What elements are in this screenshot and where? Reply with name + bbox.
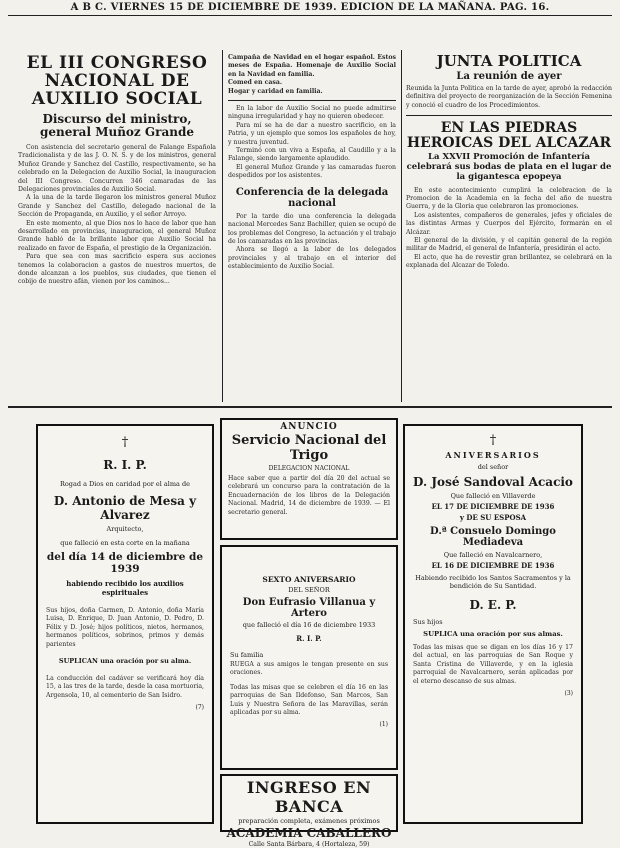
paragraph: Comed en casa.	[228, 79, 283, 87]
paragraph: En este acontecimiento cumplirá la celebracion de la Promocion de la Academia en la fecha del año de nuestra Guerra, y de la Gloria que celebraron las promociones.	[406, 186, 612, 211]
conduccion-text: La conducción del cadáver se verificará hoy día 15, a las tres de la tarde, desde la casa mortuoria, Argensola, 10, al cementerio de San Isidro.	[46, 675, 204, 699]
header-rule	[8, 15, 612, 16]
aniversarios-label: ANIVERSARIOS	[445, 450, 541, 460]
banner-academia	[220, 774, 398, 848]
sacraments-text: habiendo recibido los auxilios espirituales	[66, 579, 184, 597]
paragraph: En este momento, al que Dios nos lo hace de labor que han desarrollado en provincias, inauguracion, el general Muñoz Grande habló de la brillante labor que Auxilio Social ha realizado en favor de España, el prestigio de la Organización.	[18, 219, 216, 252]
divider	[406, 115, 612, 116]
paragraph: Para que sea con mas sacrificio espera sus acciones tenemos la colaboracion a gastos de nuestros muertos, de donde alcanzan a los pueblos, sus ciudades, que tienen el cobijo de nuestro afán, vienen por los caminos...	[18, 253, 216, 286]
misas-text: Todas las misas que se celebren el día 16 en las parroquias de San Ildefonso, San Marcos, San Luis y Nuestra Señora de las Maravillas, serán aplicadas por su alma.	[230, 683, 388, 717]
paragraph: Por la tarde dio una conferencia la delegada nacional Mercedes Sanz Bachiller, quien se ocupó de los problemas del Congreso, la actuación y el trabajo de los camaradas en las provincias.	[228, 212, 396, 245]
headline-junta: JUNTA POLITICA	[436, 52, 582, 70]
anuncio-label: ANUNCIO	[280, 422, 338, 432]
fallecio-text: Que falleció en Villaverde	[450, 492, 536, 500]
paragraph: El general Muñoz Grande y las camaradas fueron despedidos por los asistentes.	[228, 163, 396, 180]
section-rule	[8, 406, 612, 408]
fallecio-text-2: Que falleció en Navalcarnero,	[443, 551, 543, 559]
rip-label: R. I. P.	[296, 634, 322, 643]
subhead-reunion: La reunión de ayer	[456, 70, 562, 82]
article-body	[18, 144, 216, 287]
banner-sub: preparación completa, exámenes próximos	[238, 817, 380, 825]
paragraph: El general de la división, y el capitán general de la región militar de Madrid, el general de Infantería, presidirán el acto.	[406, 237, 612, 253]
paragraph: Ahora se llegó a la labor de los delegados provinciales y al trabajo en el interior del establecimiento de Auxilio Social.	[228, 246, 396, 271]
article-body	[406, 187, 612, 271]
anuncio-subtitle: DELEGACION NACIONAL	[268, 465, 350, 472]
paragraph: Hogar y caridad en familia.	[228, 87, 323, 95]
subhead-discurso: Discurso del ministro, general Muñoz Grande	[39, 111, 195, 139]
family-text: Su familia	[230, 651, 264, 659]
family-text: Sus hijos	[413, 618, 443, 626]
rip-label: R. I. P.	[103, 458, 147, 472]
sacraments-text: Habiendo recibido los Santos Sacramentos y la bendición de Su Santidad.	[415, 574, 571, 590]
fallecio-text: que falleció el día 16 de diciembre 1933	[242, 621, 376, 629]
misas-text: Todas las misas que se digan en los días 16 y 17 del actual, en las parroquias de San Roque y Santa Cristina de Villaverde, y en la iglesia parroquial de Navalcarnero, serán aplicadas por el eterno descanso de sus almas.	[413, 644, 573, 685]
family-text: Sus hijos, doña Carmen, D. Antonio, doña María Luisa, D. Enrique, D. Juan Antonio, D. Pedro, D. Félix y D. José; hijos políticos, nietos, hermanos, hermanos políticos, sobrinos, primos y demás parientes	[46, 607, 204, 648]
aniversario-label: SEXTO ANIVERSARIO	[262, 575, 356, 584]
banner-address: Calle Santa Bárbara, 4 (Hortaleza, 59)	[248, 841, 370, 848]
ruego-text: SUPLICAN una oración por su alma.	[58, 657, 192, 666]
article-auxilio-social	[18, 55, 216, 287]
anuncio-trigo	[220, 418, 398, 540]
paragraph: Campaña de Navidad en el hogar español. Estos meses de España. Homenaje de Auxilio Social en la Navidad en familia.	[228, 54, 396, 78]
top-box-text	[228, 54, 396, 96]
ad-ref: (3)	[564, 690, 573, 698]
ad-ref: (7)	[195, 704, 204, 712]
paragraph: El acto, que ha de revestir gran brillantez, se celebrará en la explanada del Alcazar de Toledo.	[406, 253, 612, 270]
paragraph: Con asistencia del secretario general de Falange Española Tradicionalista y de las J. O. N. S. y de los ministros, general Muñoz Grande y Sanchez del Castillo, respectivamente, se ha celebrado en la Delegacion de Auxilio Social, la inauguracion del III Congreso. Concurren 346 camaradas de las Delegaciones provinciales de Auxilio Social.	[18, 143, 216, 193]
del-senor: del señor	[477, 463, 509, 471]
anuncio-text: Hace saber que a partir del día 20 del actual se celebrará un concurso para la contratación de la Encuadernación de los libros de la Delegación Nacional. Madrid, 14 de diciembre de 1939. — El secretario general.	[228, 475, 390, 516]
banner-title-2: ACADEMIA CABALLERO	[226, 826, 392, 840]
article-column-3	[406, 54, 612, 271]
paragraph: En la labor de Auxilio Social no puede admitirse ninguna irregularidad y hay no quieren obedecer.	[228, 105, 396, 121]
paragraph: Para mí se ha de dar a nuestro sacrificio, en la Patria, y un ejemplo que somos los españoles de hoy, y nuestra juventud.	[228, 121, 396, 146]
death-date: del día 14 de diciembre de 1939	[46, 551, 204, 575]
paragraph: Los asistentes, compañeros de generales, jefes y oficiales de las distintas Armas y Cuerpos del Ejército, formarán en el Alcázar.	[406, 211, 612, 236]
ruegan-text: Rogad a Dios en caridad por el alma de	[60, 480, 190, 488]
deceased-role: Arquitecto,	[106, 525, 144, 533]
death-date-2: EL 16 DE DICIEMBRE DE 1936	[431, 561, 555, 570]
headline-congreso: EL III CONGRESO NACIONAL DE AUXILIO SOCIAL	[26, 53, 208, 109]
page-header: A B C. VIERNES 15 DE DICIEMBRE DE 1939. EDICION DE LA MAÑANA. PAG. 16.	[70, 2, 550, 13]
article-body	[228, 105, 396, 181]
deceased-name: D. José Sandoval Acacio	[413, 475, 573, 489]
obituary-mesa	[36, 424, 214, 824]
y-esposa: y DE SU ESPOSA	[459, 513, 527, 522]
article-column-2	[228, 54, 396, 272]
obituary-sandoval	[403, 424, 583, 824]
paragraph: Terminó con un viva a España, al Caudillo y a la Falange, siendo largamente aplaudido.	[228, 147, 396, 163]
anuncio-title: Servicio Nacional del Trigo	[231, 433, 387, 463]
column-divider-2	[401, 50, 402, 402]
deceased-name-2: D.ª Consuelo Domingo Mediadeva	[430, 526, 556, 548]
cross-icon: †	[489, 433, 497, 448]
deceased-name: Don Eufrasio Villanua y Artero	[242, 597, 376, 619]
fallecio-text: que falleció en esta corte en la mañana	[60, 539, 190, 547]
junta-text: Reunida la Junta Politica en la tarde de ayer, aprobó la redacción definitiva del proyecto de reorganización de la Sección Femenina y conoció el cuadro de los Procedimientos.	[406, 84, 612, 109]
deceased-name: D. Antonio de Mesa y Alvarez	[53, 494, 197, 522]
divider	[228, 100, 396, 101]
ruega-text: RUEGA a sus amigos le tengan presente en sus oraciones.	[230, 661, 388, 677]
ad-ref: (1)	[379, 721, 388, 729]
death-date: EL 17 DE DICIEMBRE DE 1936	[431, 502, 555, 511]
article-body-2	[228, 213, 396, 272]
column-divider-1	[222, 50, 223, 402]
paragraph: A la una de la tarde llegaron los ministros general Muñoz Grande y Sanchez del Castillo, delegado nacional de la Sección de Propaganda, en Auxilio, y el señor Arroyo.	[18, 194, 216, 219]
del-senor: DEL SEÑOR	[288, 586, 330, 594]
headline-alcazar: EN LAS PIEDRAS HEROICAS DEL ALCAZAR	[406, 119, 612, 151]
suplica-text: SUPLICA una oración por sus almas.	[423, 630, 563, 638]
cross-icon: †	[121, 435, 129, 450]
obituary-villanua	[220, 545, 398, 770]
subhead-promocion: La XXVII Promoción de Infantería celebrará sus bodas de plata en el lugar de la gigantesca epopeya	[406, 152, 612, 182]
banner-title: INGRESO EN BANCA	[246, 778, 372, 816]
subhead-conferencia: Conferencia de la delegada nacional	[235, 186, 389, 209]
dep-label: D. E. P.	[469, 598, 517, 612]
